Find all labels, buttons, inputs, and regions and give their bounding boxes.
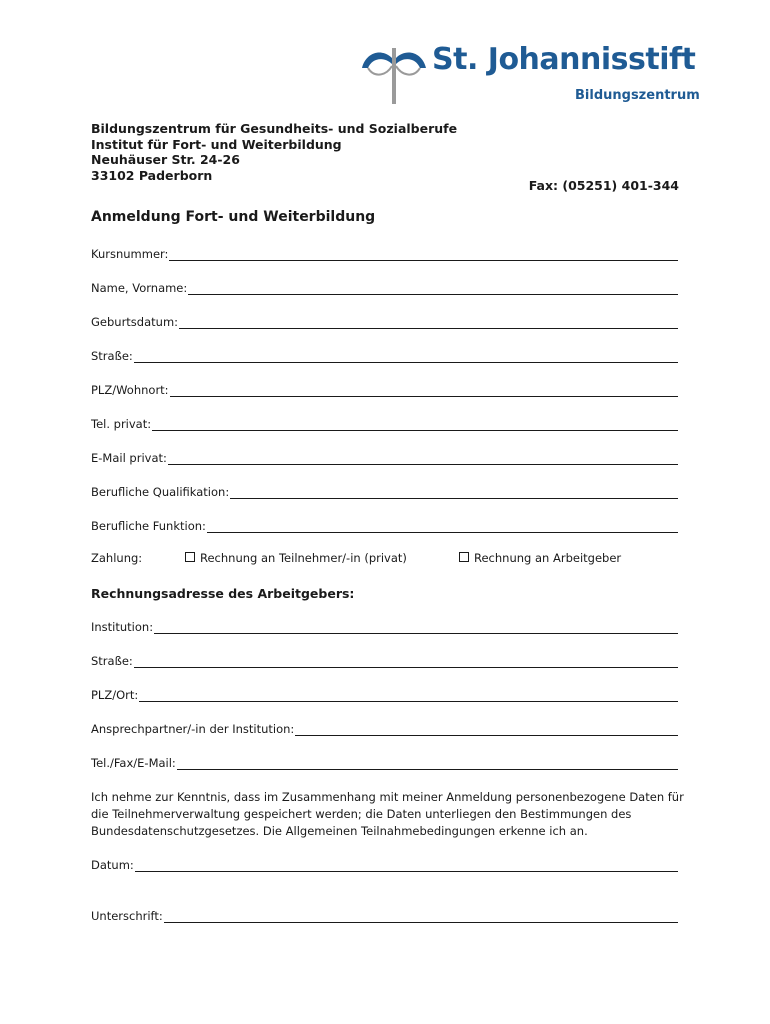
form-title: Anmeldung Fort- und Weiterbildung — [91, 209, 376, 225]
notice-line: Ich nehme zur Kenntnis, dass im Zusammenhang mit meiner Anmeldung personenbezogene Daten für — [91, 790, 684, 804]
logo — [360, 42, 700, 108]
field-line[interactable] — [207, 522, 678, 533]
logo-subtitle: Bildungszentrum — [575, 88, 700, 103]
institution-field[interactable] — [91, 618, 678, 634]
field-label: Tel./Fax/E-Mail: — [91, 756, 176, 770]
field-line[interactable] — [169, 250, 678, 261]
unterschrift-field[interactable] — [91, 907, 678, 923]
field-label: Unterschrift: — [91, 909, 163, 923]
sender-address — [91, 121, 457, 183]
field-label: Tel. privat: — [91, 417, 152, 431]
kontakt-field[interactable] — [91, 754, 678, 770]
payment-option-private[interactable] — [185, 551, 407, 565]
field-label: Datum: — [91, 858, 134, 872]
field-line[interactable] — [135, 861, 678, 872]
qualifikation-field[interactable] — [91, 483, 678, 499]
kursnummer-field[interactable] — [91, 245, 678, 261]
johannisstift-emblem-icon — [360, 42, 432, 108]
field-label: PLZ/Ort: — [91, 688, 139, 702]
datum-field[interactable] — [91, 856, 678, 872]
notice-line: Bundesdatenschutzgesetzes. Die Allgemeinen Teilnahmebedingungen erkenne ich an. — [91, 824, 588, 838]
privacy-notice — [91, 789, 683, 840]
funktion-field[interactable] — [91, 517, 678, 533]
tel-privat-field[interactable] — [91, 415, 678, 431]
address-line: Bildungszentrum für Gesundheits- und Sozialberufe — [91, 121, 458, 136]
option-label: Rechnung an Arbeitgeber — [474, 551, 622, 565]
geburtsdatum-field[interactable] — [91, 313, 678, 329]
field-label: Straße: — [91, 349, 133, 363]
field-line[interactable] — [188, 284, 678, 295]
field-line[interactable] — [295, 725, 678, 736]
field-label: Name, Vorname: — [91, 281, 188, 295]
plz-wohnort-field[interactable] — [91, 381, 678, 397]
field-label: Institution: — [91, 620, 154, 634]
field-line[interactable] — [152, 420, 678, 431]
field-line[interactable] — [134, 352, 678, 363]
option-label: Rechnung an Teilnehmer/-in (privat) — [200, 551, 407, 565]
checkbox-icon[interactable] — [185, 552, 195, 562]
ansprechpartner-field[interactable] — [91, 720, 678, 736]
plz-ort-field[interactable] — [91, 686, 678, 702]
payment-option-employer[interactable] — [459, 551, 621, 565]
field-line[interactable] — [177, 759, 678, 770]
checkbox-icon[interactable] — [459, 552, 469, 562]
address-line: Institut für Fort- und Weiterbildung — [91, 136, 342, 152]
field-line[interactable] — [139, 691, 678, 702]
fax-number: Fax: (05251) 401-344 — [528, 178, 679, 193]
payment-label: Zahlung: — [91, 551, 143, 565]
address-line: 33102 Paderborn — [91, 167, 213, 183]
field-label: Ansprechpartner/-in der Institution: — [91, 722, 295, 736]
field-label: Geburtsdatum: — [91, 315, 179, 329]
payment-options — [91, 551, 678, 567]
email-privat-field[interactable] — [91, 449, 678, 465]
field-line[interactable] — [230, 488, 678, 499]
field-line[interactable] — [170, 386, 678, 397]
field-label: Straße: — [91, 654, 133, 668]
logo-name: St. Johannisstift — [432, 42, 696, 77]
field-label: E-Mail privat: — [91, 451, 167, 465]
field-line[interactable] — [154, 623, 678, 634]
field-line[interactable] — [164, 912, 678, 923]
employer-section-title: Rechnungsadresse des Arbeitgebers: — [91, 586, 355, 601]
field-label: PLZ/Wohnort: — [91, 383, 169, 397]
address-line: Neuhäuser Str. 24-26 — [91, 152, 240, 167]
field-line[interactable] — [168, 454, 678, 465]
field-label: Berufliche Qualifikation: — [91, 485, 230, 499]
strasse-field[interactable] — [91, 347, 678, 363]
field-label: Kursnummer: — [91, 247, 169, 261]
notice-line: die Teilnehmerverwaltung gespeichert werden; die Daten unterliegen den Bestimmungen des — [91, 807, 632, 821]
employer-strasse-field[interactable] — [91, 652, 678, 668]
field-line[interactable] — [179, 318, 678, 329]
name-field[interactable] — [91, 279, 678, 295]
field-label: Berufliche Funktion: — [91, 519, 206, 533]
field-line[interactable] — [134, 657, 678, 668]
